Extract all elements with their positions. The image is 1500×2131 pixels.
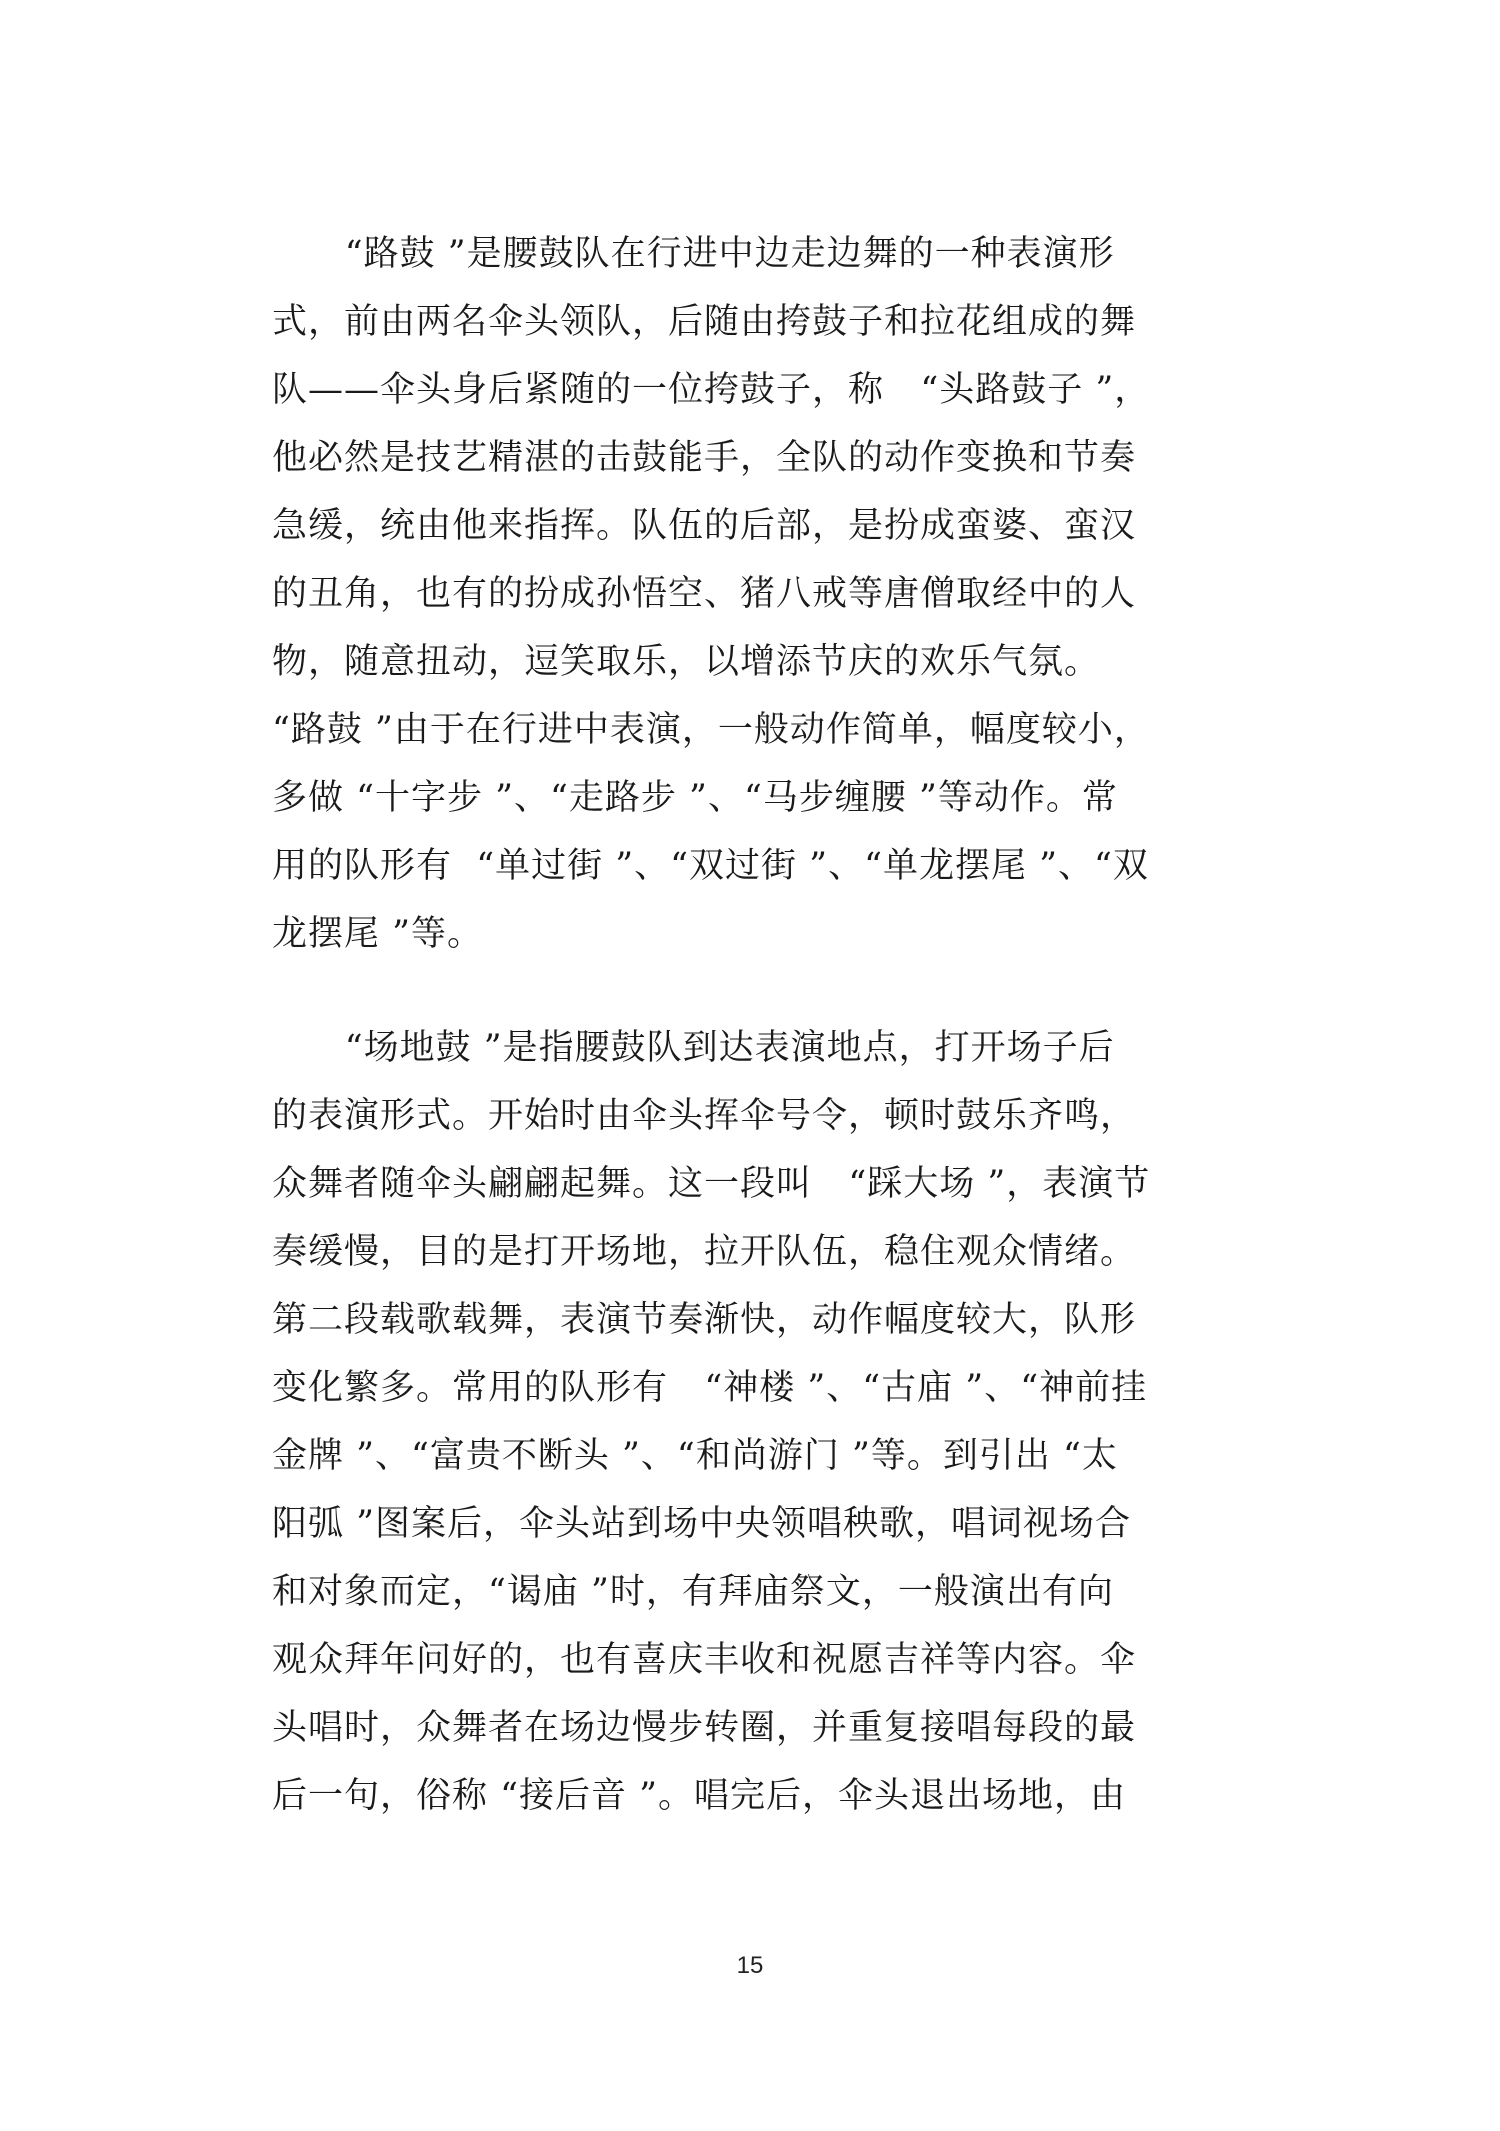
text-line: 观众拜年问好的，也有喜庆丰收和祝愿吉祥等内容。伞 <box>272 1640 1137 1680</box>
text-line: 金牌 ”、“富贵不断头 ”、“和尚游门 ”等。到引出 “太 <box>272 1436 1118 1476</box>
text-line: “路鼓 ”是腰鼓队在行进中边走边舞的一种表演形 <box>272 234 1115 274</box>
text-line: 和对象而定，“谒庙 ”时，有拜庙祭文，一般演出有向 <box>272 1572 1114 1612</box>
text-line: 急缓，统由他来指挥。队伍的后部，是扮成蛮婆、蛮汉 <box>272 506 1137 546</box>
text-line: 后一句，俗称 “接后音 ”。唱完后，伞头退出场地，由 <box>272 1776 1127 1816</box>
text-line: 的表演形式。开始时由伞头挥伞号令，顿时鼓乐齐鸣， <box>272 1096 1137 1136</box>
text-line: 众舞者随伞头翩翩起舞。这一段叫 “踩大场 ”，表演节 <box>272 1164 1151 1204</box>
text-line: “路鼓 ”由于在行进中表演，一般动作简单，幅度较小， <box>272 710 1150 750</box>
text-line: 他必然是技艺精湛的击鼓能手，全队的动作变换和节奏 <box>272 438 1137 478</box>
text-line: 用的队形有 “单过街 ”、“双过街 ”、“单龙摆尾 ”、“双 <box>272 846 1149 886</box>
paragraph-changdigu <box>272 1014 1212 1830</box>
text-line: 的丑角，也有的扮成孙悟空、猪八戒等唐僧取经中的人 <box>272 574 1137 614</box>
text-line: 变化繁多。常用的队形有 “神楼 ”、“古庙 ”、“神前挂 <box>272 1368 1148 1408</box>
text-line: 物，随意扭动，逗笑取乐，以增添节庆的欢乐气氛。 <box>272 642 1101 682</box>
text-line: 队——伞头身后紧随的一位挎鼓子，称 “头路鼓子 ”， <box>272 370 1151 410</box>
text-line: 式，前由两名伞头领队，后随由挎鼓子和拉花组成的舞 <box>272 302 1137 342</box>
text-line: “场地鼓 ”是指腰鼓队到达表演地点，打开场子后 <box>272 1028 1115 1068</box>
text-line: 第二段载歌载舞，表演节奏渐快，动作幅度较大，队形 <box>272 1300 1137 1340</box>
page-number: 15 <box>736 1952 764 1979</box>
text-line: 龙摆尾 ”等。 <box>272 914 484 954</box>
text-line: 头唱时，众舞者在场边慢步转圈，并重复接唱每段的最 <box>272 1708 1137 1748</box>
text-line: 奏缓慢，目的是打开场地，拉开队伍，稳住观众情绪。 <box>272 1232 1137 1272</box>
text-line: 阳弧 ”图案后，伞头站到场中央领唱秧歌，唱词视场合 <box>272 1504 1132 1544</box>
text-line: 多做 “十字步 ”、“走路步 ”、“马步缠腰 ”等动作。常 <box>272 778 1118 818</box>
paragraph-lugu <box>272 220 1212 968</box>
